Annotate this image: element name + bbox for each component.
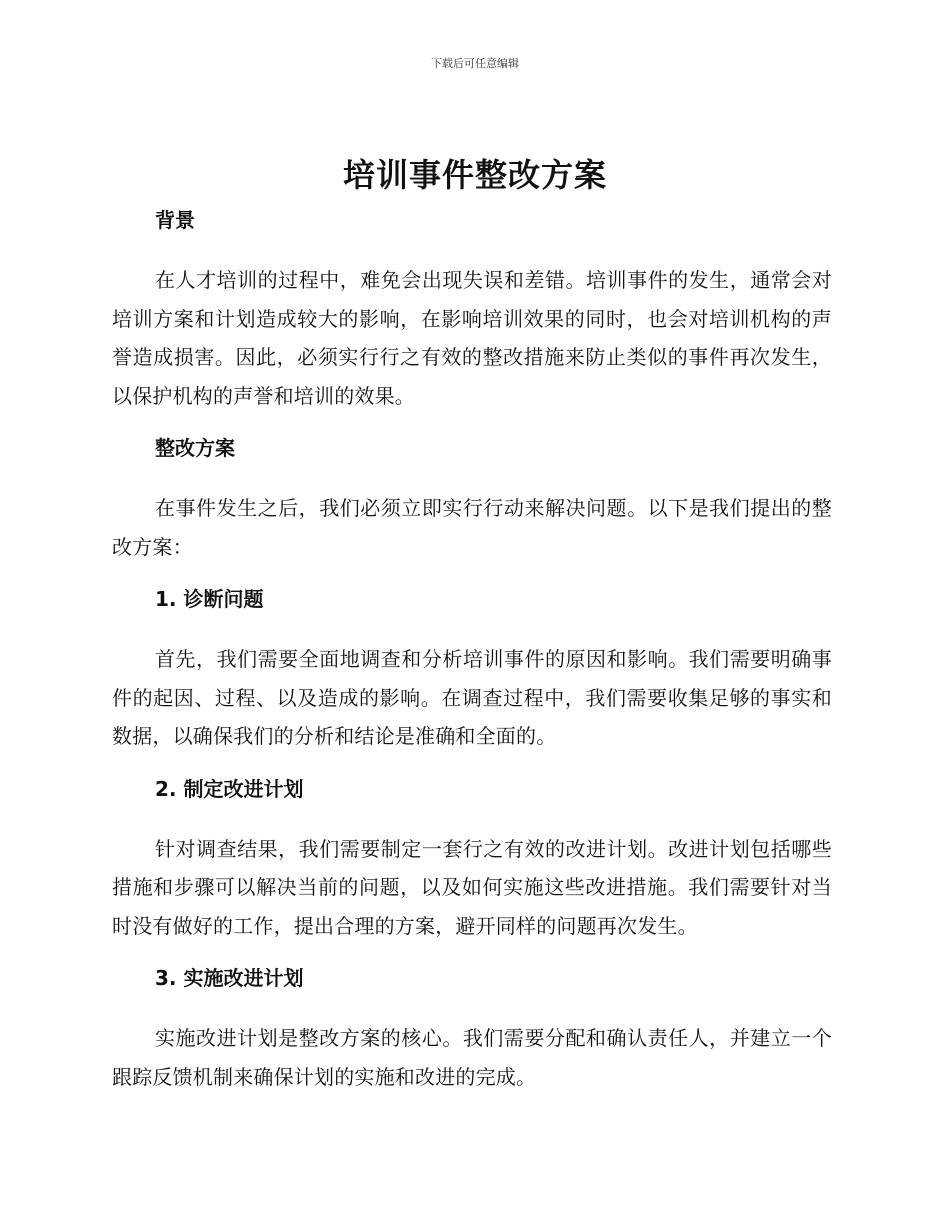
section-paragraph: 在人才培训的过程中，难免会出现失误和差错。培训事件的发生，通常会对培训方案和计划造成较大的影响，在影响培训效果的同时，也会对培训机构的声誉造成损害。因此，必须实行行之有效的整改措施来防止类似的事件再次发生，以保护机构的声誉和培训的效果。 xyxy=(112,268,832,408)
section-heading: 3. 实施改进计划 xyxy=(155,966,304,990)
document-title: 培训事件整改方案 xyxy=(342,156,607,194)
section-heading: 整改方案 xyxy=(155,436,235,460)
section-diagnose-problem xyxy=(112,584,832,756)
section-heading: 2. 制定改进计划 xyxy=(155,776,304,801)
section-paragraph: 首先，我们需要全面地调查和分析培训事件的原因和影响。我们需要明确事件的起因、过程、以及造成的影响。在调查过程中，我们需要收集足够的事实和数据，以确保我们的分析和结论是准确和全面的。 xyxy=(112,647,832,748)
section-rectification-plan xyxy=(112,433,832,566)
section-make-improvement-plan xyxy=(112,774,832,946)
section-paragraph: 实施改进计划是整改方案的核心。我们需要分配和确认责任人，并建立一个跟踪反馈机制来确保计划的实施和改进的完成。 xyxy=(112,1026,832,1089)
section-paragraph: 在事件发生之后，我们必须立即实行行动来解决问题。以下是我们提出的整改方案： xyxy=(112,496,832,559)
section-heading: 1. 诊断问题 xyxy=(155,587,264,611)
section-heading: 背景 xyxy=(155,208,195,232)
section-background xyxy=(112,205,832,415)
section-implement-improvement-plan xyxy=(112,963,832,1096)
document-body xyxy=(112,205,832,1096)
section-paragraph: 针对调查结果，我们需要制定一套行之有效的改进计划。改进计划包括哪些措施和步骤可以解决当前的问题，以及如何实施这些改进措施。我们需要针对当时没有做好的工作，提出合理的方案，避开同样的问题再次发生。 xyxy=(112,836,832,938)
header-note: 下载后可任意编辑 xyxy=(431,57,519,70)
